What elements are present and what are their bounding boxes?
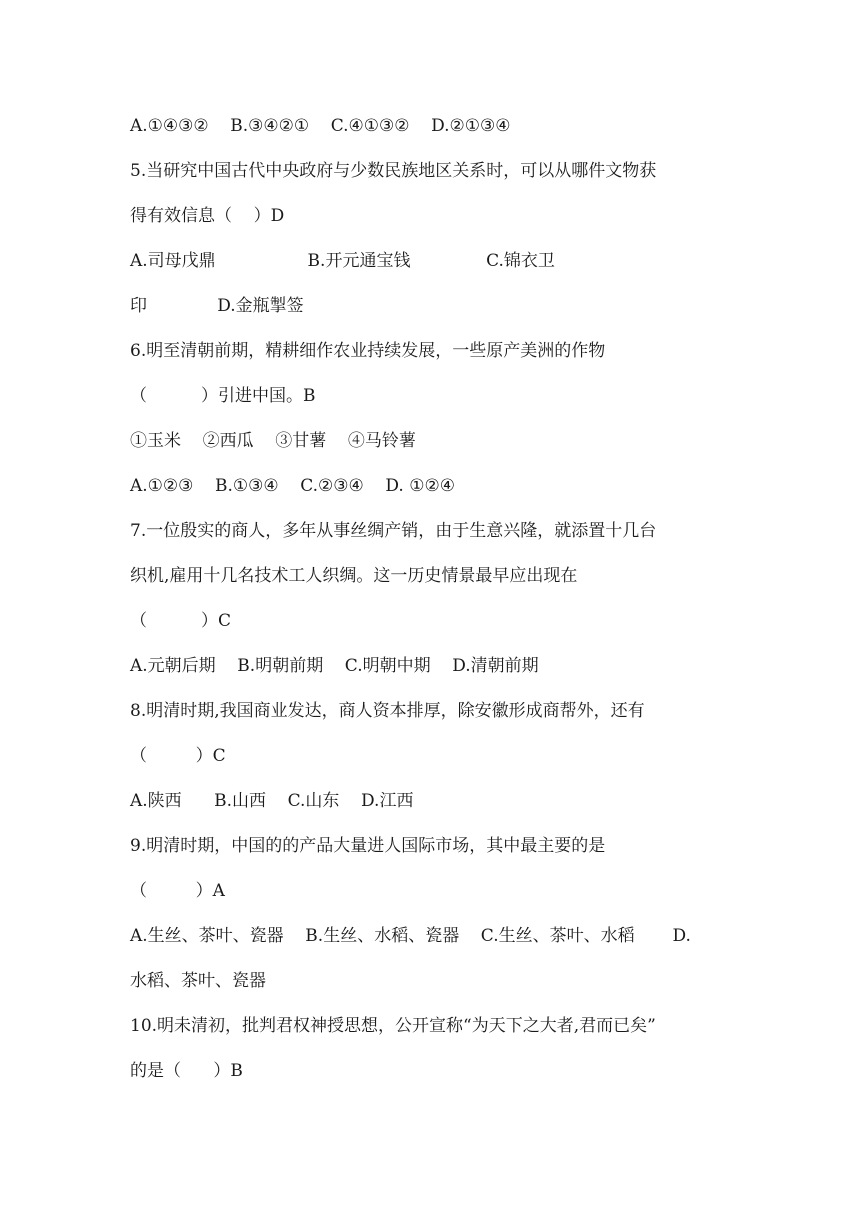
q10-stem-line2: 的是（ ）B xyxy=(130,1061,243,1081)
q5-options-line1: A.司母戊鼎 B.开元通宝钱 C.锦衣卫 xyxy=(130,251,555,271)
q9-stem-line1: 9.明清时期，中国的的产品大量进人国际市场，其中最主要的是 xyxy=(130,836,606,856)
q6-stem-line1: 6.明至清朝前期，精耕细作农业持续发展，一些原产美洲的作物 xyxy=(130,341,606,361)
q9-options-line1: A.生丝、茶叶、瓷器 B.生丝、水稻、瓷器 C.生丝、茶叶、水稻 D. xyxy=(130,926,691,946)
q6-stem-line2: （ ）引进中国。B xyxy=(130,386,316,406)
q7-stem-line3: （ ）C xyxy=(130,611,232,631)
q5-stem-text: 5.当研究中国古代中央政府与少数民族地区关系时，可以从哪件文物获 xyxy=(130,161,657,181)
q5-stem-line1 xyxy=(130,159,730,183)
q6-options: A.①②③ B.①③④ C.②③④ D. ①②④ xyxy=(130,476,455,496)
q5-stem-line2: 得有效信息（ ）D xyxy=(130,206,285,226)
q9-options-line2: 水稻、茶叶、瓷器 xyxy=(130,971,266,991)
q8-stem-line2: （ ）C xyxy=(130,746,226,766)
q7-options: A.元朝后期 B.明朝前期 C.明朝中期 D.清朝前期 xyxy=(130,656,539,676)
q7-stem-line1: 7.一位殷实的商人，多年从事丝绸产销，由于生意兴隆，就添置十几台 xyxy=(130,521,657,541)
q7-stem-line2: 织机,雇用十几名技术工人织绸。这一历史情景最早应出现在 xyxy=(130,566,578,586)
q4-options: A.①④③② B.③④②① C.④①③② D.②①③④ xyxy=(130,116,511,136)
q9-stem-line2: （ ）A xyxy=(130,881,225,901)
q10-stem-line1: 10.明未清初，批判君权神授思想，公开宣称“为天下之大者,君而已矣” xyxy=(130,1016,656,1036)
q8-options: A.陕西 B.山西 C.山东 D.江西 xyxy=(130,791,414,811)
q6-items: ①玉米 ②西瓜 ③甘薯 ④马铃薯 xyxy=(130,431,416,451)
q5-options-line2: 印 D.金瓶掣签 xyxy=(130,296,304,316)
q8-stem-line1: 8.明清时期,我国商业发达，商人资本排厚，除安徽形成商帮外，还有 xyxy=(130,701,645,721)
